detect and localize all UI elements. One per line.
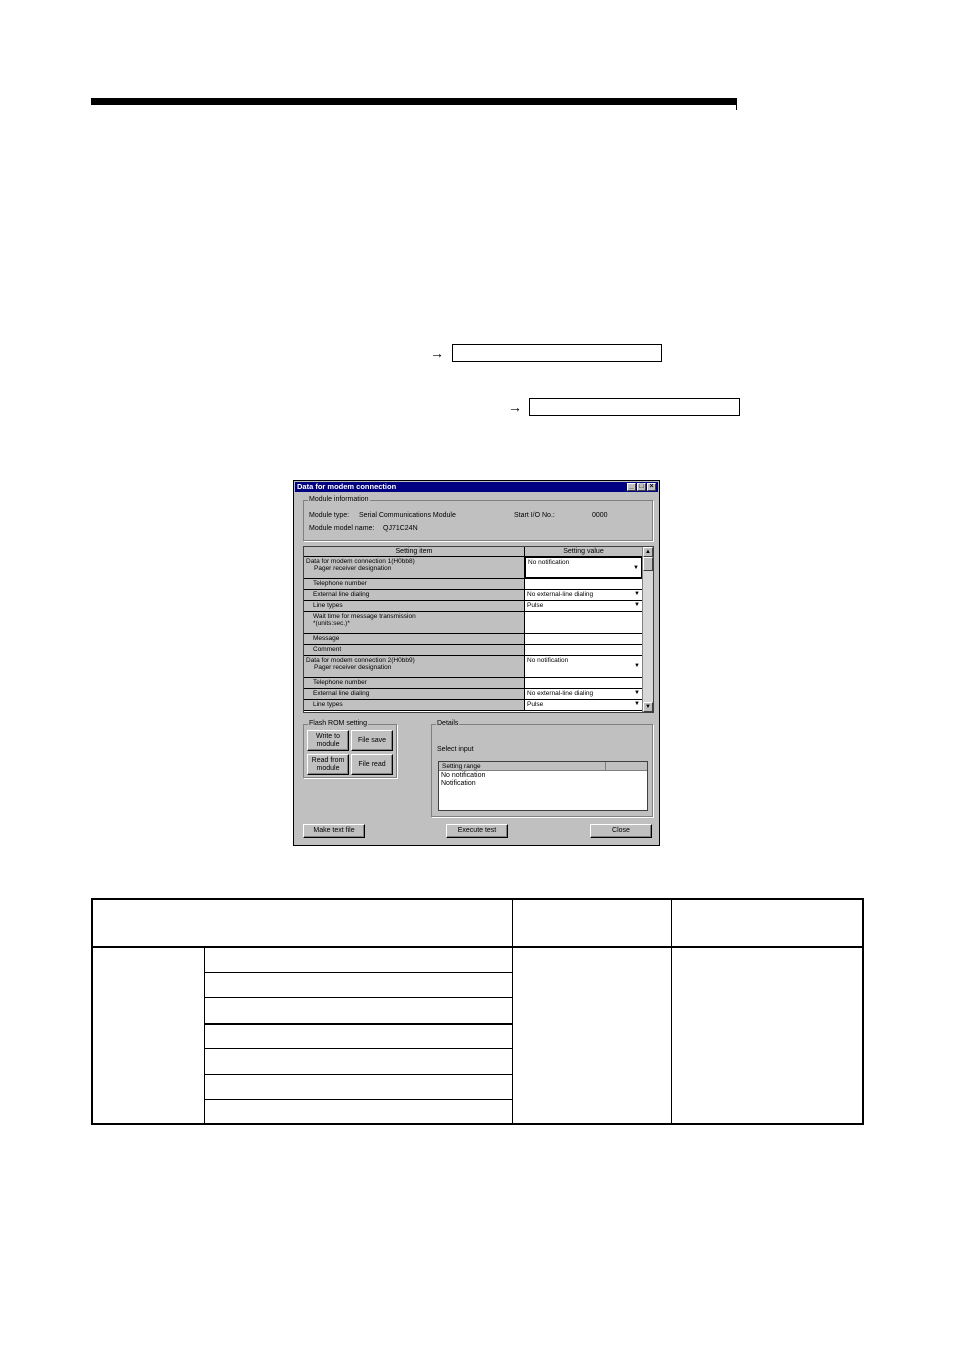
flash-rom-group	[303, 720, 397, 778]
grid-value-text: No external-line dialing	[527, 690, 594, 697]
table-row-rule	[204, 1074, 512, 1075]
header-divider	[605, 762, 606, 771]
grid-row[interactable]	[304, 689, 642, 700]
table-row-rule	[204, 1048, 512, 1049]
scroll-up-icon[interactable]: ▲	[643, 547, 653, 557]
start-io-label: Start I/O No.:	[514, 512, 555, 519]
grid-item-cell	[304, 612, 525, 633]
dialog-titlebar	[295, 482, 658, 492]
dropdown-arrow-icon[interactable]: ▼	[634, 591, 640, 597]
grid-item-cell: Telephone number	[304, 678, 525, 688]
grid-row[interactable]	[304, 700, 642, 711]
module-info-label: Module information	[309, 496, 369, 503]
grid-row[interactable]	[304, 557, 642, 579]
grid-value-cell[interactable]	[525, 612, 642, 633]
write-to-module-button[interactable]: Write to module	[307, 730, 349, 751]
arrow-1: →	[430, 345, 444, 361]
maximize-icon[interactable]: □	[637, 483, 646, 491]
table-column-divider	[671, 900, 672, 1123]
table-column-divider	[204, 947, 205, 1123]
dropdown-arrow-icon[interactable]: ▼	[633, 565, 639, 571]
grid-value-cell[interactable]	[525, 601, 642, 611]
grid-value-cell[interactable]	[525, 700, 642, 710]
dropdown-arrow-icon[interactable]: ▼	[634, 663, 640, 669]
grid-item-cell: Message	[304, 634, 525, 644]
grid-item-text: Data for modem connection 2(H0bb9)	[306, 657, 415, 664]
settings-table	[91, 898, 864, 1125]
table-row-rule	[204, 972, 512, 973]
scroll-down-icon[interactable]: ▼	[643, 702, 653, 712]
grid-item-cell: External line dialing	[304, 689, 525, 699]
setting-range-header-label: Setting range	[442, 763, 481, 770]
grid-item-text: Wait time for message transmission	[313, 613, 416, 620]
table-header-rule	[93, 946, 862, 948]
read-from-module-button[interactable]: Read from module	[307, 754, 349, 775]
grid-value-text: Pulse	[527, 701, 544, 708]
grid-value-cell[interactable]	[525, 689, 642, 699]
grid-item-cell: Comment	[304, 645, 525, 655]
model-name-label: Module model name:	[309, 525, 375, 532]
menu-path-box-2	[529, 398, 740, 416]
grid-row[interactable]	[304, 590, 642, 601]
grid-value-cell[interactable]	[525, 557, 642, 578]
table-column-divider	[512, 900, 513, 1123]
close-icon[interactable]: ×	[647, 483, 656, 491]
make-text-file-button[interactable]: Make text file	[303, 824, 365, 838]
setting-range-list[interactable]	[438, 761, 648, 811]
details-label: Details	[437, 720, 459, 727]
grid-item-text: Data for modem connection 1(H0bb8)	[306, 558, 415, 565]
list-item[interactable]: No notification	[441, 772, 486, 779]
dropdown-arrow-icon[interactable]: ▼	[634, 690, 640, 696]
grid-value-text: No notification	[528, 559, 570, 566]
grid-scrollbar[interactable]	[642, 547, 653, 712]
grid-value-cell[interactable]	[525, 678, 642, 688]
execute-test-button[interactable]: Execute test	[446, 824, 508, 838]
list-item[interactable]: Notification	[441, 780, 476, 787]
grid-value-text: Pulse	[527, 602, 544, 609]
grid-item-cell	[304, 557, 525, 578]
scroll-thumb[interactable]	[643, 557, 653, 571]
table-row-rule	[204, 997, 512, 998]
table-row-rule	[204, 1023, 512, 1025]
dropdown-arrow-icon[interactable]: ▼	[634, 602, 640, 608]
module-type-value: Serial Communications Module	[359, 512, 456, 519]
grid-row[interactable]	[304, 612, 642, 634]
menu-path-box-1	[452, 344, 662, 362]
module-info-group	[303, 496, 653, 541]
grid-row[interactable]	[304, 678, 642, 689]
grid-item-subtext: *(units:sec.)*	[313, 620, 350, 627]
file-read-button[interactable]: File read	[351, 754, 393, 775]
grid-header-item: Setting item	[304, 547, 525, 557]
model-name-value: QJ71C24N	[383, 525, 418, 532]
grid-row[interactable]	[304, 634, 642, 645]
grid-value-cell[interactable]	[525, 634, 642, 644]
modem-connection-dialog	[293, 480, 660, 846]
grid-row[interactable]	[304, 579, 642, 590]
grid-item-cell: Line types	[304, 601, 525, 611]
settings-grid	[303, 546, 654, 713]
minimize-icon[interactable]: _	[627, 483, 636, 491]
grid-item-cell: Line types	[304, 700, 525, 710]
dialog-title: Data for modem connection	[297, 482, 397, 491]
grid-value-text: No external-line dialing	[527, 591, 594, 598]
grid-item-cell: External line dialing	[304, 590, 525, 600]
grid-item-subtext: Pager receiver designation	[314, 664, 392, 671]
header-rule-tick	[736, 98, 737, 110]
select-input-label: Select input	[437, 746, 474, 753]
grid-item-subtext: Pager receiver designation	[314, 565, 392, 572]
grid-item-cell: Telephone number	[304, 579, 525, 589]
grid-row[interactable]	[304, 601, 642, 612]
grid-row[interactable]	[304, 656, 642, 678]
file-save-button[interactable]: File save	[351, 730, 393, 751]
module-type-label: Module type:	[309, 512, 350, 519]
grid-value-cell[interactable]	[525, 645, 642, 655]
grid-header-value: Setting value	[525, 547, 642, 557]
details-group	[431, 720, 653, 817]
grid-value-cell[interactable]	[525, 656, 642, 677]
close-button[interactable]: Close	[590, 824, 652, 838]
header-rule	[91, 98, 736, 105]
grid-value-cell[interactable]	[525, 579, 642, 589]
grid-value-cell[interactable]	[525, 590, 642, 600]
flash-rom-label: Flash ROM setting	[309, 720, 367, 727]
setting-range-header	[439, 762, 647, 771]
start-io-value: 0000	[592, 512, 608, 519]
grid-row[interactable]	[304, 645, 642, 656]
arrow-2: →	[508, 399, 522, 415]
grid-value-text: No notification	[527, 657, 569, 664]
table-row-rule	[204, 1099, 512, 1100]
dropdown-arrow-icon[interactable]: ▼	[634, 701, 640, 707]
grid-item-cell	[304, 656, 525, 677]
